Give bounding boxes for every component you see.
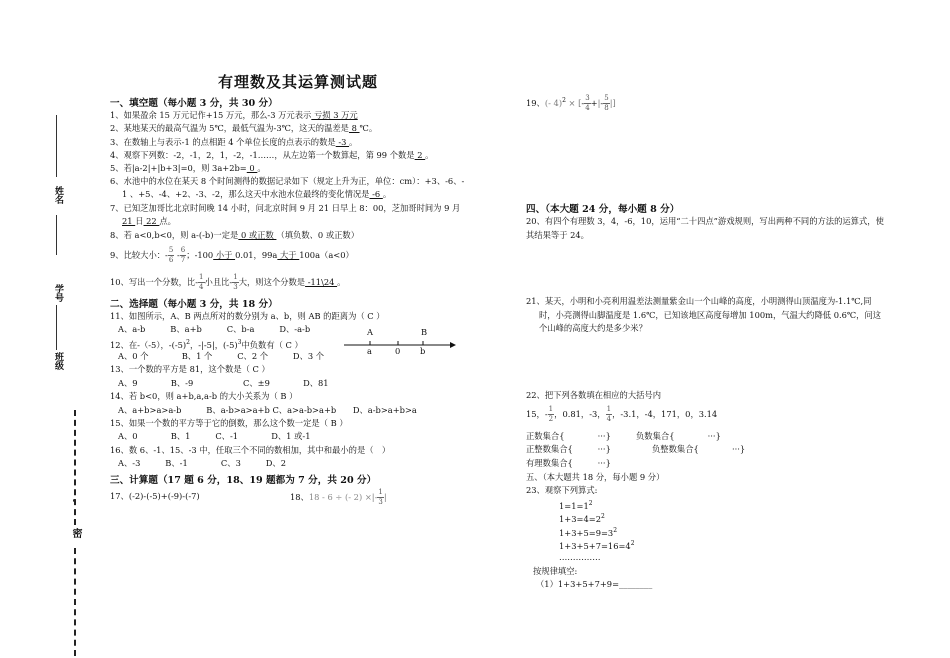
fill-instruction: 按规律填空: (533, 566, 578, 576)
q15-options: A、0 B、1 C、-1 D、1 或-1 (118, 431, 311, 441)
numline-B-label: B (421, 327, 428, 337)
q22: 22、把下列各数填在相应的大括号内 (526, 390, 662, 400)
q20-line2: 其结果等于 24。 (526, 230, 589, 240)
q7-line2: 21 日 22 点。 (122, 216, 176, 226)
q17: 17、(-2)-(-5)+(-9)-(-7) (110, 491, 200, 501)
name-line (56, 115, 57, 177)
seal-dot (73, 499, 76, 502)
q7-line1: 7、已知芝加哥比北京时间晚 14 小时，问北京时间 9 月 21 日早上 8：00，芝加哥时间为 9 月 (110, 203, 461, 213)
q13: 13、一个数的平方是 81，这个数是（ C ） (110, 364, 270, 374)
number-line (56, 305, 57, 350)
set-positive-int: 正整数集合{ ···} (526, 444, 611, 454)
q5: 5、若|a-2|+|b+3|=0，则 3a+2b= 0 。 (110, 163, 266, 173)
seal-dashes-top (74, 410, 76, 525)
q16-options: A、-3 B、-1 C、3 D、2 (118, 458, 286, 468)
numline-b: b (420, 346, 426, 356)
q3: 3、在数轴上与表示-1 的点相距 4 个单位长度的点表示的数是 -3 。 (110, 137, 358, 147)
q4: 4、观察下列数：-2，-1，2，1，-2，-1……，从左边第一个数算起，第 99 个数是 2 。 (110, 150, 434, 160)
q14-options: A、a+b>a>a-b B、a-b>a>a+b C、a>a-b>a+b D、a-b>a+b>a (118, 405, 417, 415)
sec4-heading: 四、（本大题 24 分，每小题 8 分） (526, 204, 680, 215)
q11: 11、如图所示，A、B 两点所对的数分别为 a、b，则 AB 的距离为（ C ） (110, 311, 385, 321)
q6-line2: 1 、+5、-4、+2、-3、-2，那么这天中水池水位最终的变化情况是 -6 。 (122, 189, 392, 199)
q20-line1: 20、有四个有理数 3，4，-6，10，运用“二十四点”游戏规则，写出两种不同的方法的运算式，使 (526, 216, 884, 226)
q19: 19、(- 4)$^2$ × [- $\frac{3}{4}$ +|- $\frac{5}{8}$ |] (526, 93, 616, 112)
q1: 1、如果盈余 15 万元记作+15 万元，那么-3 万元表示 亏损 3 万元 (110, 110, 358, 120)
q14: 14、若 b<0，则 a+b,a,a-b 的大小关系为（ B ） (110, 391, 298, 401)
set-negative-int: 负整数集合{ ···} (652, 444, 746, 454)
q16: 16、数 6、-1、15、-3 中，任取三个不同的数相加，其中和最小的是（ ） (110, 445, 391, 455)
name-line-2 (56, 215, 57, 255)
seal-char: 密 (70, 528, 81, 538)
sec5-heading: 五、（本大题共 18 分，每小题 9 分） (526, 472, 665, 482)
set-positive: 正数集合{ ···} (526, 431, 611, 441)
seal-dashes-bottom (74, 548, 76, 656)
set-rational: 有理数集合{ ···} (526, 458, 611, 468)
q2: 2、某地某天的最高气温为 5℃，最低气温为-3℃，这天的温差是 8 ℃。 (110, 123, 378, 133)
q22-numbers: 15，- $\frac{1}{2}$ ，0.81，-3， $\frac{1}{4}$ ，-3.1，-4，171，0，3.14 (526, 405, 718, 423)
numline-A-label: A (367, 327, 373, 337)
set-negative: 负数集合{ ···} (636, 431, 721, 441)
q21-line1: 21、某天，小明和小亮利用温差法测量紫金山一个山峰的高度，小明测得山顶温度为-1.1℃,同 (526, 296, 872, 306)
pattern-line-2: $1+3=4=2^2$ (559, 513, 605, 524)
fill-item-1: （1）1+3+5+7+9=________ (536, 579, 653, 589)
page-title: 有理数及其运算测试题 (218, 73, 379, 91)
name-label: 姓名 (53, 186, 63, 204)
q12: 12、在-（-5），$-(-5)^2$，-|-5|，$(-5)^3$中负数有（ C ） (110, 339, 303, 350)
q23: 23、观察下列算式: (526, 485, 598, 495)
number-label: 学号 (53, 284, 63, 302)
numline-0: 0 (395, 346, 401, 356)
pattern-line-3: $1+3+5=9=3^2$ (559, 527, 618, 538)
pattern-line-4: $1+3+5+7=16=4^2$ (559, 540, 635, 551)
pattern-dots: …………… (559, 552, 601, 562)
q21-line3: 个山峰的高度大约是多少米？ (539, 323, 647, 333)
sec2-heading: 二、选择题（每小题 3 分，共 18 分） (110, 299, 278, 310)
q15: 15、如果一个数的平方等于它的倒数，那么这个数一定是（ B ） (110, 418, 348, 428)
q9: 9、比较大小：- $\frac{5}{6}$ - $\frac{6}{7}$ ；-100 小于 0.01，99a 大于 100a（a<0） (110, 246, 354, 264)
pattern-line-1: $1=1=1^2$ (559, 500, 593, 511)
q11-options: A、a-b B、a+b C、b-a D、-a-b (118, 324, 311, 334)
q13-options: A、9 B、-9 C、±9 D、81 (118, 378, 329, 388)
q21-line2: 时，小亮测得山脚温度是 1.6℃，已知该地区高度每增加 100m，气温大约降低 0.6℃，问这 (539, 310, 882, 320)
sec3-heading: 三、计算题（17 题 6 分，18、19 题都为 7 分，共 20 分） (110, 475, 377, 486)
q6-line1: 6、水池中的水位在某天 8 个时间测得的数据记录如下（规定上升为正，单位：cm）：+3、-6、- (110, 176, 465, 186)
q12-options: A、0 个 B、1 个 C、2 个 D、3 个 (118, 351, 325, 361)
numline-a: a (367, 346, 372, 356)
sec1-heading: 一、填空题（每小题 3 分，共 30 分） (110, 98, 278, 109)
q18: 18、18 - 6 ÷ (- 2) ×|- $\frac{1}{3}$ | (290, 488, 387, 506)
class-label: 班级 (53, 352, 63, 370)
q10: 10、写出一个分数，比- $\frac{1}{4}$ 小且比- $\frac{1}{3}$ 大，则这个分数是 -11\24 。 (110, 273, 346, 291)
q8: 8、若 a<0,b<0，则 a-(-b)一定是 0 或正数 （填负数、0 或正数） (110, 230, 360, 240)
